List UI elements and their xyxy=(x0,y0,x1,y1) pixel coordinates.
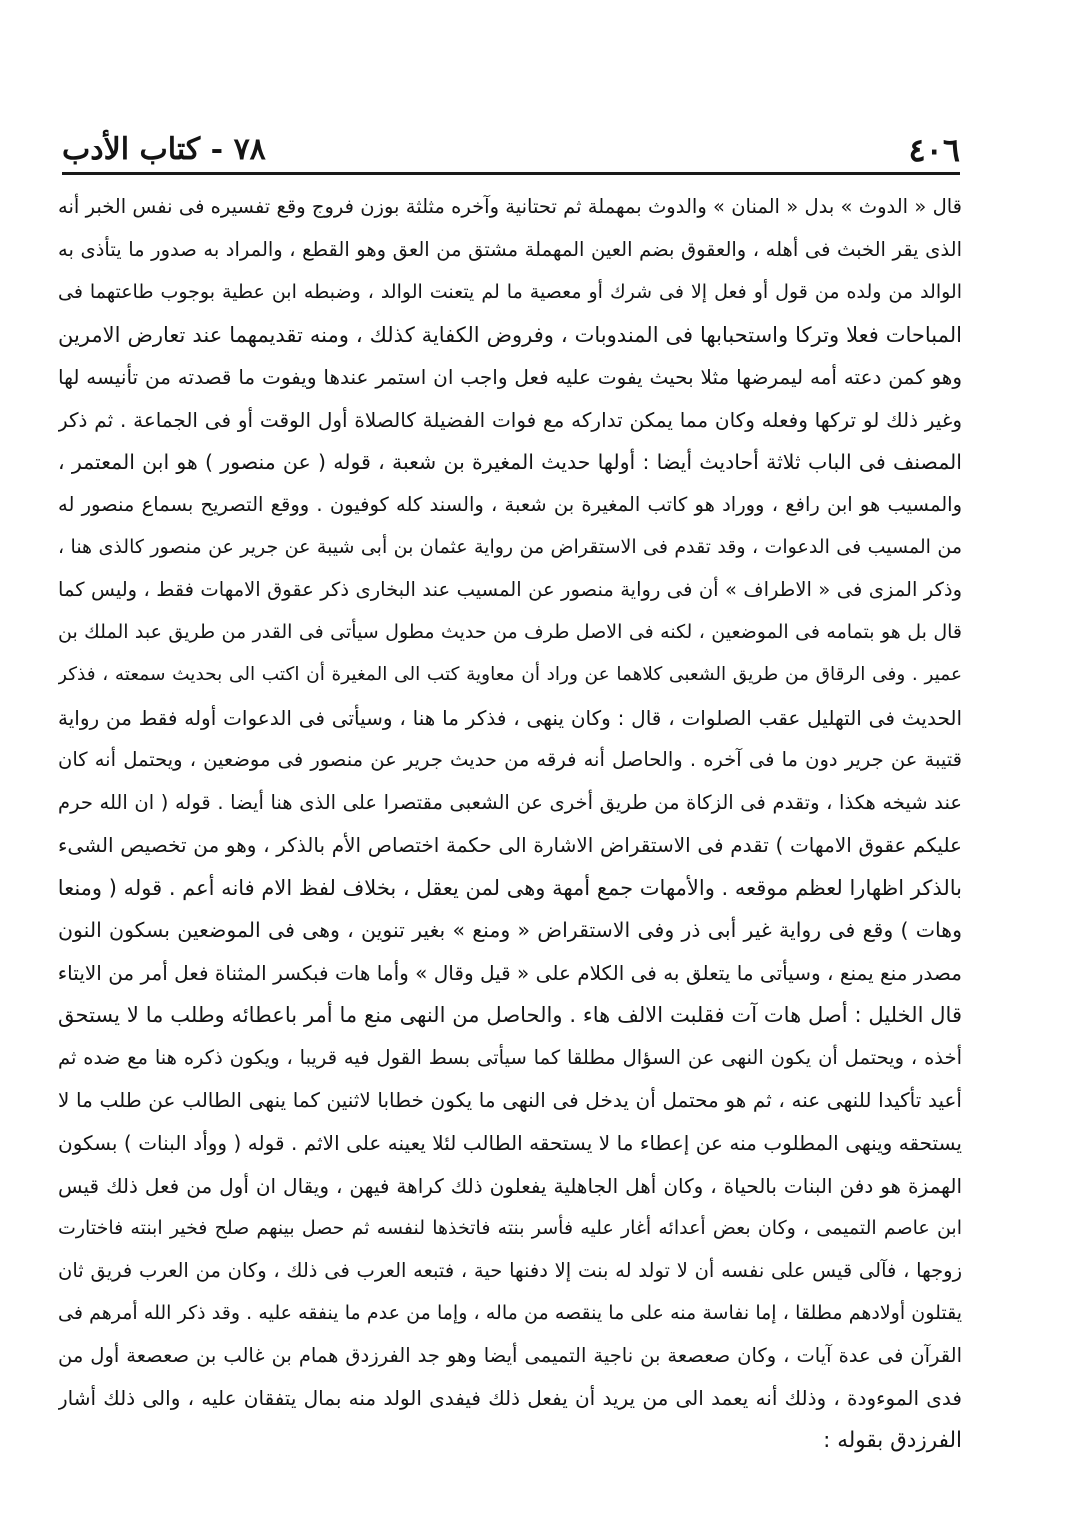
text-line: الوالد من ولده من قول أو فعل إلا فى شرك أو معصية ما لم يتعنت الوالد ، وضبطه ابن عطية بوجوب طاعتهما فى xyxy=(58,281,962,304)
text-line: عليكم عقوق الامهات ) تقدم فى الاستقراض الاشارة الى حكمة اختصاص الأم بالذكر ، وهو من تخصيص الشىء xyxy=(58,833,962,858)
text-line: والمسيب هو ابن رافع ، ووراد هو كاتب المغيرة بن شعبة ، والسند كله كوفيون . ووقع التصريح بسماع منصور له xyxy=(58,492,962,516)
body-text xyxy=(58,186,962,1462)
text-line: الفرزدق بقوله : xyxy=(823,1427,962,1453)
text-line: يستحقه وينهى المطلوب منه عن إعطاء ما لا يستحقه الطالب لئلا يعينه على الاثم . قوله ( ووأد البنات ) بسكون xyxy=(58,1131,962,1156)
text-line: وهو كمن دعته أمه ليمرضها مثلا بحيث يفوت عليه فعل واجب ان استمر عندها ويفوت ما قصدته من تأنيسه لها xyxy=(58,365,962,390)
text-line: الحديث فى التهليل عقب الصلوات ، قال : وكان ينهى ، فذكر ما هنا ، وسيأتى فى الدعوات أوله فقط من رواية xyxy=(58,705,962,730)
text-line: القرآن فى عدة آيات ، وكان صعصعة بن ناجية التميمى أيضا وهو جد الفرزدق همام بن غالب بن صعصعة أول من xyxy=(58,1343,962,1367)
text-line: وغير ذلك لو تركها وفعله وكان مما يمكن تداركه مع فوات الفضيلة كالصلاة أول الوقت أو فى الجماعة . ثم ذكر xyxy=(58,407,962,432)
text-line: قال بل هو بتمامه فى الموضعين ، لكنه فى الاصل طرف من حديث مطول سيأتى فى القدر من طريق عبد الملك بن xyxy=(58,621,962,644)
text-line: الهمزة هو دفن البنات بالحياة ، وكان أهل الجاهلية يفعلون ذلك كراهة فيهن ، ويقال ان أول من فعل ذلك قيس xyxy=(58,1173,962,1198)
text-line: المصنف فى الباب ثلاثة أحاديث أيضا : أولها حديث المغيرة بن شعبة ، قوله ( عن منصور ) هو ابن المعتمر ، xyxy=(58,450,962,475)
text-line: فدى الموءودة ، وذلك أنه يعمد الى من يريد أن يفعل ذلك فيفدى الولد منه بمال يتفقان عليه ، والى ذلك أشار xyxy=(58,1386,962,1411)
text-line: ابن عاصم التميمى ، وكان بعض أعدائه أغار عليه فأسر بنته فاتخذها لنفسه ثم حصل بينهم صلح فخير ابنته فاختارت xyxy=(58,1217,962,1240)
chapter-title: ٧٨ - كتاب الأدب xyxy=(62,132,266,167)
text-line: زوجها ، فآلى قيس على نفسه أن لا تولد له بنت إلا دفنها حية ، فتبعه العرب فى ذلك ، وكان من العرب فريق ثان xyxy=(58,1258,962,1282)
text-line: وذكر المزى فى « الاطراف » أن فى رواية منصور عن المسيب عند البخارى ذكر عقوق الامهات فقط ، وليس كما xyxy=(58,577,962,601)
page-number: ٤٠٦ xyxy=(908,131,960,169)
text-line: قتيبة عن جرير دون ما فى آخره . والحاصل أنه فرقه من حديث جرير عن منصور فى موضعين ، ويحتمل أنه كان xyxy=(58,748,962,772)
text-line: وهات ) وقع فى رواية غير أبى ذر وفى الاستقراض « ومنع » بغير تنوين ، وهى فى الموضعين بسكون النون xyxy=(58,918,962,943)
text-line: بالذكر اظهارا لعظم موقعه . والأمهات جمع أمهة وهى لمن يعقل ، بخلاف لفظ الام فانه أعم . قوله ( ومنعا xyxy=(58,875,962,900)
text-line: قال « الدوث » بدل « المنان » والدوث بمهملة ثم تحتانية وآخره مثلثة بوزن فروج وقع تفسيره فى نفس الخبر أنه xyxy=(58,195,962,218)
text-line: قال الخليل : أصل هات آت فقلبت الالف هاء . والحاصل من النهى منع ما أمر باعطائه وطلب ما لا يستحق xyxy=(58,1003,962,1028)
text-line: عمير . وفى الرقاق من طريق الشعبى كلاهما عن وراد أن معاوية كتب الى المغيرة أن اكتب الى بحديث سمعته ، فذكر xyxy=(58,664,962,686)
text-line: من المسيب فى الدعوات ، وقد تقدم فى الاستقراض من رواية عثمان بن أبى شيبة عن جرير عن منصور كالذى هنا ، xyxy=(58,536,962,559)
page-header xyxy=(62,118,960,175)
text-line: أخذه ، ويحتمل أن يكون النهى عن السؤال مطلقا كما سيأتى بسط القول فيه قريبا ، ويكون ذكره هنا مع ضده ثم xyxy=(58,1045,962,1069)
text-line: الذى يقر الخبث فى أهله ، والعقوق بضم العين المهملة مشتق من العق وهو القطع ، والمراد به صدور ما يتأذى به xyxy=(58,237,962,261)
text-line: يقتلون أولادهم مطلقا ، إما نفاسة منه على ما ينقصه من ماله ، وإما من عدم ما ينفقه عليه . وقد ذكر الله أمرهم فى xyxy=(58,1302,962,1325)
text-line: أعيد تأكيدا للنهى عنه ، ثم هو محتمل أن يدخل فى النهى ما يكون خطابا لاثنين كما ينهى الطالب عن طلب ما لا xyxy=(58,1088,962,1113)
text-line: عند شيخه هكذا ، وتقدم فى الزكاة من طريق أخرى عن الشعبى مقتصرا على الذى هنا أيضا . قوله ( ان الله حرم xyxy=(58,790,962,814)
text-line: مصدر منع يمنع ، وسيأتى ما يتعلق به فى الكلام على « قيل وقال » وأما هات فبكسر المثناة فعل أمر من الايتاء xyxy=(58,960,962,985)
text-line: المباحات فعلا وتركا واستحبابها فى المندوبات ، وفروض الكفاية كذلك ، ومنه تقديمهما عند تعارض الامرين xyxy=(58,322,962,347)
